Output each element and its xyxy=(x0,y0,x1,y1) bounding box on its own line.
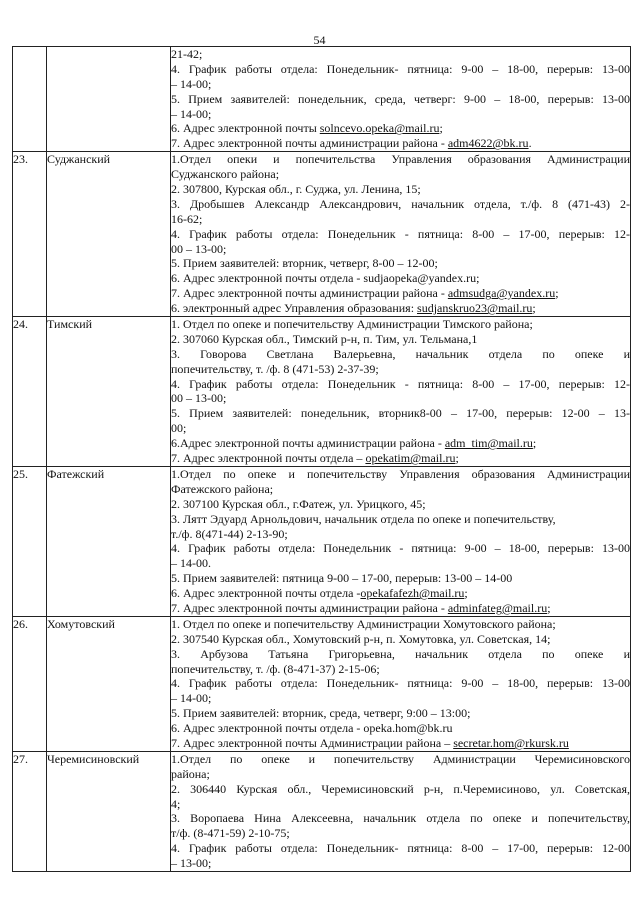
info-line xyxy=(171,556,630,571)
email-link[interactable]: adm4622@bk.ru xyxy=(447,136,529,151)
info-line-text: 4. График работы отдела: Понедельник- пятница: 9-00 – 18-00, перерыв: 13-00 xyxy=(171,676,630,691)
info-line xyxy=(171,167,630,182)
info-line xyxy=(171,301,630,316)
info-line xyxy=(171,286,630,301)
info-line-text: 1.Отдел опеки и попечительства Управления образования Администрации xyxy=(171,152,630,167)
info-line-suffix: ; xyxy=(555,286,559,301)
district-name xyxy=(47,47,171,152)
info-line xyxy=(171,662,630,677)
info-line-text: 7. Адрес электронной почты Администрации района – xyxy=(171,735,454,750)
info-line-text: 00 – 13-00; xyxy=(171,391,227,406)
district-name: Фатежский xyxy=(47,466,171,616)
info-line-suffix: . xyxy=(528,136,532,151)
info-line-text: 3. Дробышев Александр Александрович, начальник отдела, т./ф. 8 (471-43) 2- xyxy=(171,196,630,211)
email-link[interactable]: adm_tim@mail.ru xyxy=(444,436,533,451)
info-line xyxy=(171,182,630,197)
info-line-text: – 13-00; xyxy=(171,856,212,871)
department-info xyxy=(171,152,631,317)
info-line-text: 5. Прием заявителей: понедельник, вторник8-00 – 17-00, перерыв: 12-00 – 13- xyxy=(171,406,630,421)
info-line xyxy=(171,721,630,736)
info-line-text: 6. электронный адрес Управления образования: xyxy=(171,301,418,316)
info-line-text: 3. Говорова Светлана Валерьевна, начальник отдела по опеке и xyxy=(171,346,630,361)
email-link[interactable]: solncevo.opeka@mail.ru xyxy=(319,121,440,136)
info-line xyxy=(171,841,630,856)
info-line-text: 4. График работы отдела: Понедельник - пятница: 8-00 – 17-00, перерыв: 12- xyxy=(171,226,630,241)
info-line-text: 00 – 13-00; xyxy=(171,241,227,256)
info-line-text: 5. Прием заявителей: понедельник, среда, четверг: 9-00 – 18-00, перерыв: 13-00 xyxy=(171,91,630,106)
info-line-text: 6. Адрес электронной почты отдела - sudjaopeka@yandex.ru; xyxy=(171,271,480,286)
info-line xyxy=(171,391,630,406)
info-line-text: района; xyxy=(171,766,210,781)
guardianship-registry-table xyxy=(12,46,631,872)
info-line xyxy=(171,47,630,62)
info-line-text: 16-62; xyxy=(171,211,203,226)
info-line-text: 3. Воропаева Нина Алексеевна, начальник отдела по опеке и попечительству, xyxy=(171,811,630,826)
info-line xyxy=(171,527,630,542)
department-info xyxy=(171,751,631,871)
info-line xyxy=(171,107,630,122)
info-line xyxy=(171,406,630,421)
info-line xyxy=(171,256,630,271)
info-line xyxy=(171,62,630,77)
info-line-text: 2. 306440 Курская обл., Черемисиновский р-н, п.Черемисиново, ул. Советская, xyxy=(171,781,630,796)
info-line-text: 6.Адрес электронной почты администрации района - xyxy=(171,436,445,451)
info-line-text: т./ф. 8(471-44) 2-13-90; xyxy=(171,526,288,541)
info-line-text: Фатежского района; xyxy=(171,481,274,496)
district-name: Хомутовский xyxy=(47,616,171,751)
info-line xyxy=(171,512,630,527)
info-line-text: 4. График работы отдела: Понедельник- пятница: 8-00 – 17-00, перерыв: 12-00 xyxy=(171,841,630,856)
info-line-text: 4. График работы отдела: Понедельник- пятница: 9-00 – 18-00, перерыв: 13-00 xyxy=(171,61,630,76)
info-line-text: 6. Адрес электронной почты отдела - xyxy=(171,586,361,601)
info-line-suffix: ; xyxy=(532,301,536,316)
info-line xyxy=(171,647,630,662)
info-line xyxy=(171,421,630,436)
info-line-text: 6. Адрес электронной почты xyxy=(171,121,320,136)
row-number: 26. xyxy=(13,616,47,751)
info-line-text: 2. 307540 Курская обл., Хомутовский р-н, п. Хомутовка, ул. Советская, 14; xyxy=(171,631,551,646)
info-line xyxy=(171,752,630,767)
info-line xyxy=(171,482,630,497)
info-line xyxy=(171,212,630,227)
info-line-text: 4. График работы отдела: Понедельник - пятница: 8-00 – 17-00, перерыв: 12- xyxy=(171,376,630,391)
table-row xyxy=(13,466,631,616)
email-link[interactable]: admsudga@yandex.ru xyxy=(447,286,556,301)
info-line xyxy=(171,317,630,332)
info-line xyxy=(171,347,630,362)
info-line-text: Суджанского района; xyxy=(171,167,280,182)
info-line-suffix: ; xyxy=(455,451,459,466)
info-line xyxy=(171,676,630,691)
info-line-text: 21-42; xyxy=(171,47,203,61)
info-line-suffix: ; xyxy=(547,600,551,615)
info-line-suffix: ; xyxy=(532,436,537,451)
email-link[interactable]: sudjanskruo23@mail.ru xyxy=(417,301,533,316)
info-line xyxy=(171,797,630,812)
info-line-text: 2. 307800, Курская обл., г. Суджа, ул. Ленина, 15; xyxy=(171,182,421,197)
info-line-text: 2. 307060 Курская обл., Тимский р-н, п. Тим, ул. Тельмана,1 xyxy=(171,331,478,346)
info-line xyxy=(171,152,630,167)
district-name: Тимский xyxy=(47,317,171,467)
info-line xyxy=(171,377,630,392)
info-line xyxy=(171,571,630,586)
info-line xyxy=(171,197,630,212)
row-number: 27. xyxy=(13,751,47,871)
email-link[interactable]: adminfateg@mail.ru xyxy=(447,600,548,615)
info-line xyxy=(171,691,630,706)
email-link[interactable]: secretar.hom@rkursk.ru xyxy=(453,735,569,750)
info-line-text: попечительству, т. /ф. (8-471-37) 2-15-06; xyxy=(171,661,380,676)
info-line-text: – 14-00. xyxy=(171,556,211,571)
info-line-text: 7. Адрес электронной почты отдела – xyxy=(171,451,366,466)
info-line-text: 5. Прием заявителей: вторник, среда, четверг, 9:00 – 13:00; xyxy=(171,706,471,721)
info-line-text: 3. Арбузова Татьяна Григорьевна, начальник отдела по опеке и xyxy=(171,646,630,661)
info-line-text: т/ф. (8-471-59) 2-10-75; xyxy=(171,826,290,841)
info-line xyxy=(171,736,630,751)
info-line-text: – 14-00; xyxy=(171,106,212,121)
district-name: Суджанский xyxy=(47,152,171,317)
info-line xyxy=(171,497,630,512)
info-line xyxy=(171,271,630,286)
info-line xyxy=(171,617,630,632)
info-line-text: 1.Отдел по опеке и попечительству Администрации Черемисиновского xyxy=(171,751,630,766)
info-line xyxy=(171,467,630,482)
info-line-text: 2. 307100 Курская обл., г.Фатеж, ул. Урицкого, 45; xyxy=(171,496,426,511)
info-line xyxy=(171,541,630,556)
row-number: 25. xyxy=(13,466,47,616)
registry-table-body xyxy=(13,47,631,872)
info-line-text: 4; xyxy=(171,796,181,811)
department-info xyxy=(171,317,631,467)
info-line xyxy=(171,811,630,826)
department-info xyxy=(171,616,631,751)
email-link[interactable]: opekafafezh@mail.ru xyxy=(360,586,465,601)
info-line-text: 1. Отдел по опеке и попечительству Администрации Хомутовского района; xyxy=(171,616,556,631)
info-line-text: 1. Отдел по опеке и попечительству Администрации Тимского района; xyxy=(171,317,533,332)
info-line-text: 6. Адрес электронной почты отдела - opeka.hom@bk.ru xyxy=(171,721,453,736)
info-line xyxy=(171,767,630,782)
row-number: 23. xyxy=(13,152,47,317)
info-line xyxy=(171,601,630,616)
info-line xyxy=(171,826,630,841)
info-line xyxy=(171,92,630,107)
info-line-text: – 14-00; xyxy=(171,76,212,91)
info-line-text: – 14-00; xyxy=(171,691,212,706)
info-line-suffix: ; xyxy=(439,121,443,136)
info-line-text: 7. Адрес электронной почты администрации района - xyxy=(171,286,448,301)
info-line xyxy=(171,451,630,466)
info-line xyxy=(171,856,630,871)
info-line xyxy=(171,332,630,347)
table-row xyxy=(13,47,631,152)
info-line-text: 4. График работы отдела: Понедельник - пятница: 9-00 – 18-00, перерыв: 13-00 xyxy=(171,541,630,556)
info-line-text: 5. Прием заявителей: пятница 9-00 – 17-00, перерыв: 13-00 – 14-00 xyxy=(171,571,513,586)
row-number: 24. xyxy=(13,317,47,467)
info-line xyxy=(171,782,630,797)
info-line xyxy=(171,632,630,647)
info-line xyxy=(171,121,630,136)
info-line-suffix: ; xyxy=(464,586,468,601)
info-line xyxy=(171,136,630,151)
district-name: Черемисиновский xyxy=(47,751,171,871)
info-line xyxy=(171,77,630,92)
info-line-text: 00; xyxy=(171,421,187,436)
table-row xyxy=(13,616,631,751)
email-link[interactable]: opekatim@mail.ru xyxy=(365,451,456,466)
info-line xyxy=(171,362,630,377)
table-row xyxy=(13,751,631,871)
table-row xyxy=(13,317,631,467)
info-line xyxy=(171,586,630,601)
info-line-text: 7. Адрес электронной почты администрации района - xyxy=(171,136,448,151)
info-line xyxy=(171,436,630,451)
info-line-text: 3. Лятт Эдуард Арнольдович, начальник отдела по опеке и попечительству, xyxy=(171,511,556,526)
info-line-text: 1.Отдел по опеке и попечительству Управления образования Администрации xyxy=(171,466,630,481)
info-line-text: попечительству, т. /ф. 8 (471-53) 2-37-39; xyxy=(171,361,379,376)
info-line xyxy=(171,227,630,242)
info-line-text: 7. Адрес электронной почты администрации района - xyxy=(171,600,448,615)
info-line xyxy=(171,706,630,721)
page-number: 54 xyxy=(313,33,326,47)
info-line xyxy=(171,242,630,257)
department-info xyxy=(171,47,631,152)
row-number xyxy=(13,47,47,152)
table-row xyxy=(13,152,631,317)
info-line-text: 5. Прием заявителей: вторник, четверг, 8-00 – 12-00; xyxy=(171,256,438,271)
department-info xyxy=(171,466,631,616)
